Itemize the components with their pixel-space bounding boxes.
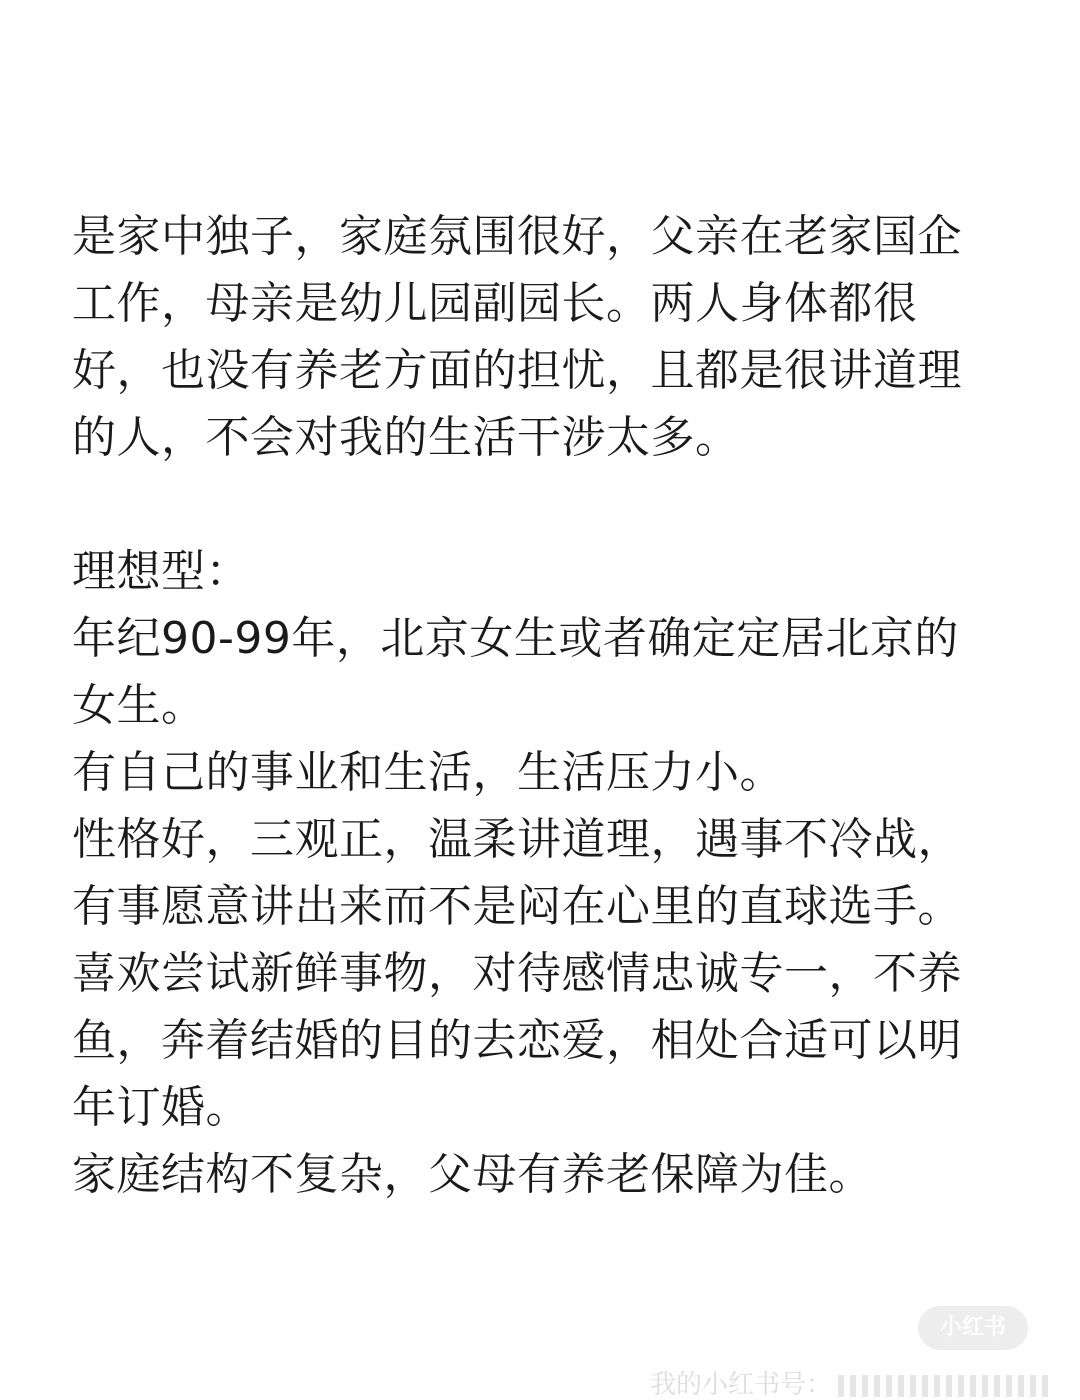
account-id-label: 我的小红书号： bbox=[650, 1370, 833, 1400]
text-line: 女生。 bbox=[72, 680, 206, 731]
post-text bbox=[72, 203, 1012, 1208]
text-line: 喜欢尝试新鲜事物，对待感情忠诚专一，不养 bbox=[72, 948, 962, 999]
text-line: 性格好，三观正，温柔讲道理，遇事不冷战， bbox=[72, 814, 962, 865]
text-line: 的人，不会对我的生活干涉太多。 bbox=[72, 412, 740, 463]
account-id-watermark bbox=[650, 1370, 1048, 1400]
text-line: 好，也没有养老方面的担忧，且都是很讲道理 bbox=[72, 345, 962, 396]
text-line: 鱼，奔着结婚的目的去恋爱，相处合适可以明 bbox=[72, 1015, 962, 1066]
text-line: 有事愿意讲出来而不是闷在心里的直球选手。 bbox=[72, 881, 962, 932]
text-line: 是家中独子，家庭氛围很好，父亲在老家国企 bbox=[72, 211, 962, 262]
text-line: 家庭结构不复杂，父母有养老保障为佳。 bbox=[72, 1149, 873, 1200]
text-line: 年订婚。 bbox=[72, 1082, 250, 1133]
xiaohongshu-logo-watermark bbox=[918, 1306, 1028, 1350]
redacted-id-icon bbox=[838, 1375, 1048, 1397]
watermark-logo-text: 小红书 bbox=[939, 1315, 1006, 1340]
ideal-heading: 理想型： bbox=[72, 546, 250, 597]
text-line: 年纪90-99年，北京女生或者确定定居北京的 bbox=[72, 613, 959, 664]
text-line: 工作，母亲是幼儿园副园长。两人身体都很 bbox=[72, 278, 918, 329]
text-line: 有自己的事业和生活，生活压力小。 bbox=[72, 747, 784, 798]
paragraph-gap bbox=[72, 471, 1012, 538]
